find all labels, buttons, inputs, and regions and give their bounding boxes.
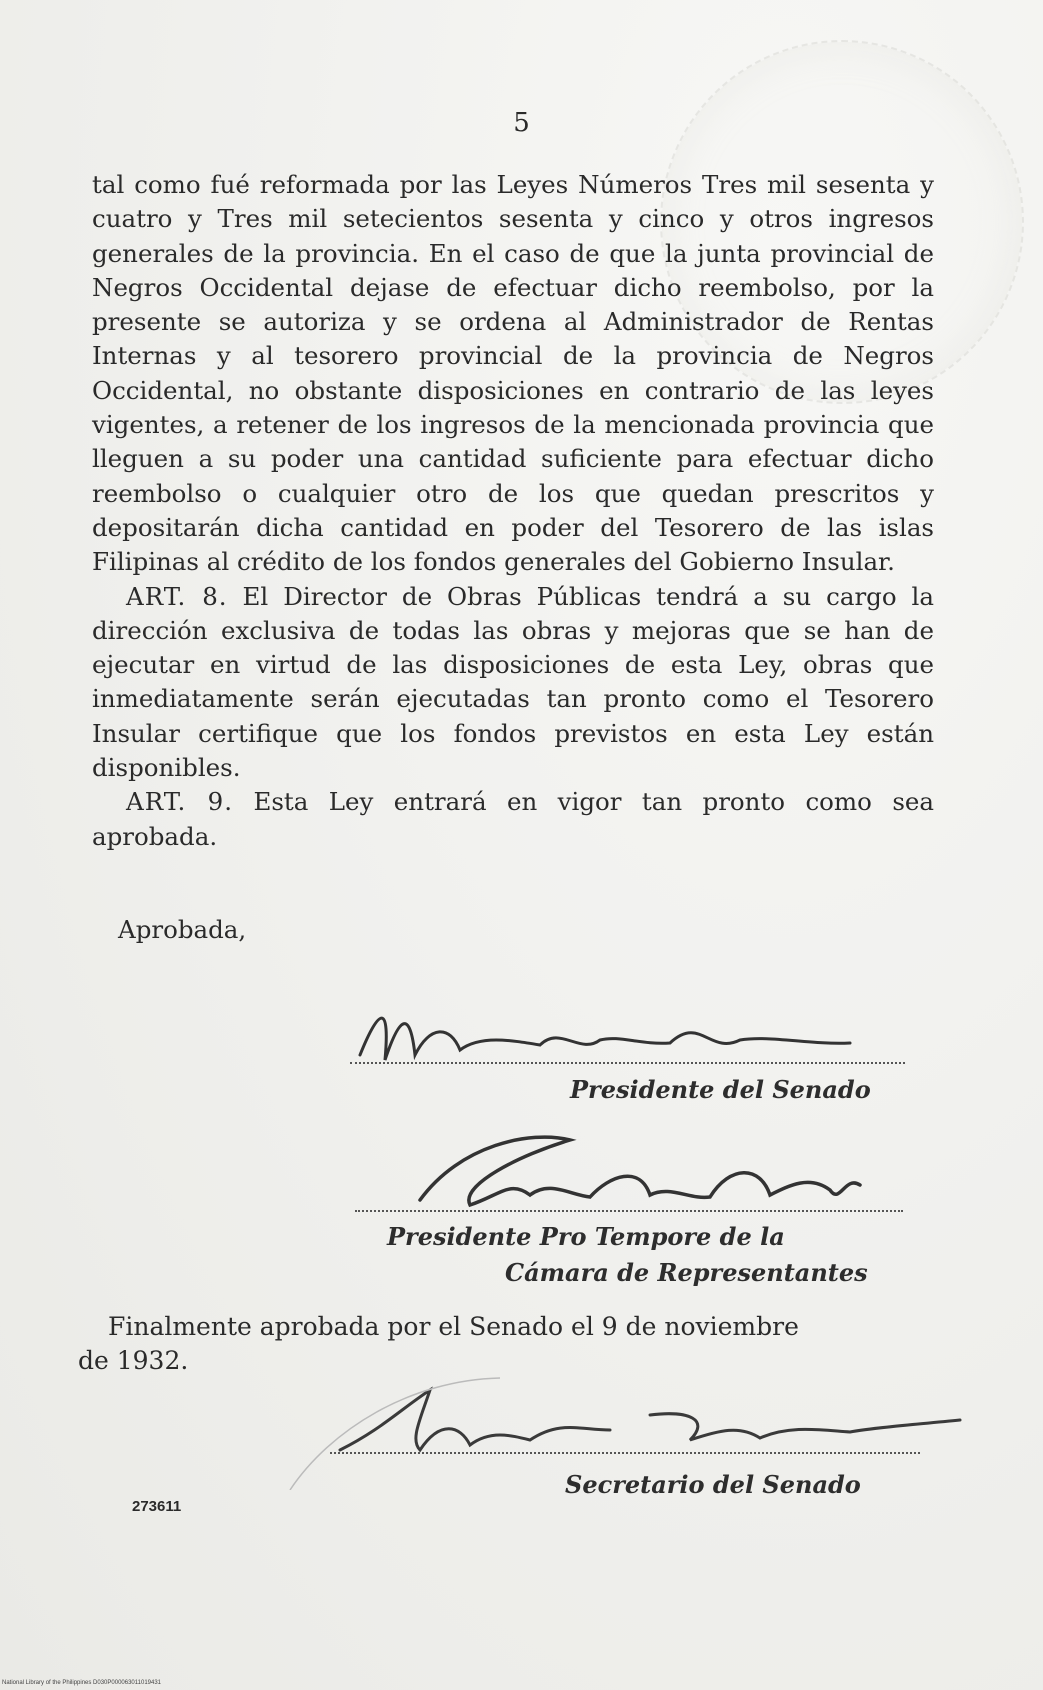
article-8-text: El Director de Obras Públicas tendrá a su cargo la dirección exclusiva de todas las obras y mejoras que se han de ejecutar en virtud de las disposiciones de esta Ley, obras que inmediatamente serán ejecutadas tan pronto como el Tesorero Insular certifique que los fondos previstos en esta Ley están disponibles. xyxy=(92,581,934,783)
footer-text: National Library of the Philippines D030P000063011019431 xyxy=(2,1680,162,1686)
article-9-text: Esta Ley entrará en vigor tan pronto como sea aprobada. xyxy=(92,787,934,851)
house-speaker-signature xyxy=(400,1125,920,1215)
document-number: 273611 xyxy=(132,1498,182,1515)
article-8 xyxy=(92,580,934,786)
house-speaker-caption-line2: Cámara de Representantes xyxy=(505,1258,868,1287)
page-number: 5 xyxy=(513,108,530,138)
paragraph-continuation: tal como fué reformada por las Leyes Números Tres mil sesenta y cuatro y Tres mil setecientos sesenta y cinco y otros ingresos generales de la provincia. En el caso de que la junta provincial de Negros Occidental dejase de efectuar dicho reembolso, por la presente se autoriza y se ordena al Administrador de Rentas Internas y al tesorero provincial de la provincia de Negros Occidental, no obstante disposiciones en contrario de las leyes vigentes, a retener de los ingresos de la mencionada provincia que lleguen a su poder una cantidad suficiente para efectuar dicho reembolso o cualquier otro de los que quedan prescritos y depositarán dicha cantidad en poder del Tesorero de las islas Filipinas al crédito de los fondos generales del Gobierno Insular. xyxy=(92,170,934,577)
senate-president-signature-line xyxy=(350,1062,905,1064)
senate-secretary-signature-line xyxy=(330,1452,920,1454)
body-text xyxy=(92,168,934,854)
final-approval-line2: de 1932. xyxy=(78,1346,189,1375)
final-approval-text xyxy=(78,1310,908,1378)
house-speaker-caption-line1: Presidente Pro Tempore de la xyxy=(387,1222,785,1251)
senate-president-caption: Presidente del Senado xyxy=(570,1075,871,1104)
article-9 xyxy=(92,785,934,854)
final-approval-line1: Finalmente aprobada por el Senado el 9 de noviembre xyxy=(108,1312,799,1341)
house-speaker-signature-line xyxy=(355,1210,903,1212)
article-9-label: ART. 9. xyxy=(126,787,234,817)
article-8-label: ART. 8. xyxy=(126,581,228,611)
approval-label: Aprobada, xyxy=(118,915,247,944)
senate-secretary-caption: Secretario del Senado xyxy=(565,1470,861,1499)
